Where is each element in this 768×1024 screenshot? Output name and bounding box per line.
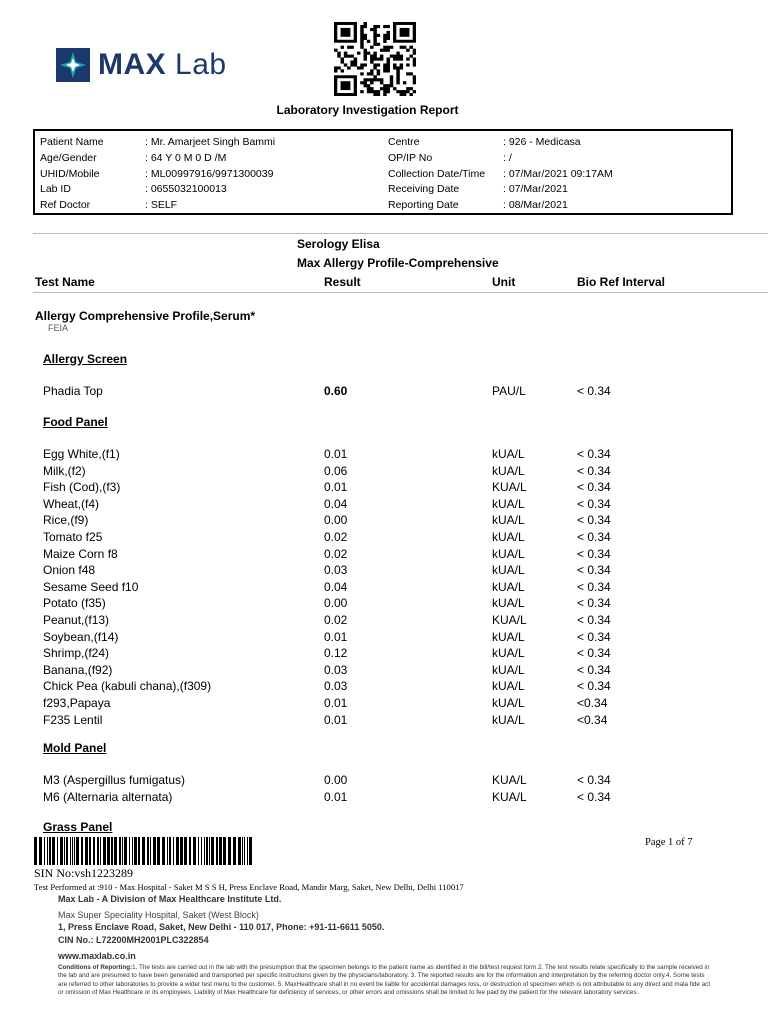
patient-name-label: Patient Name [40,136,104,148]
test-ref: < 0.34 [577,546,611,561]
footer-organization [58,893,384,963]
panel-heading-grass: Grass Panel [43,820,113,834]
test-result: 0.02 [324,530,348,544]
test-name: F235 Lentil [43,712,103,727]
test-unit: PAU/L [492,384,526,398]
test-name: Chick Pea (kabuli chana),(f309) [43,679,212,694]
test-ref: < 0.34 [577,579,611,594]
test-name: f293,Papaya [43,696,111,710]
test-ref: < 0.34 [577,563,611,578]
age-gender-value: : 64 Y 0 M 0 D /M [145,152,227,164]
test-name: Egg White,(f1) [43,447,120,461]
test-unit: KUA/L [492,613,527,627]
test-unit: kUA/L [492,546,525,561]
test-ref: < 0.34 [577,596,611,611]
centre-value: : 926 - Medicasa [503,136,581,148]
test-result: 0.06 [324,463,348,478]
panel-heading-mold: Mold Panel [43,741,107,755]
test-ref: <0.34 [577,712,608,727]
test-ref: < 0.34 [577,790,611,804]
receiving-date-value: : 07/Mar/2021 [503,183,568,195]
test-name: M6 (Alternaria alternata) [43,790,173,804]
ref-doctor-value: : SELF [145,199,178,211]
collection-date-label: Collection Date/Time [388,168,486,180]
test-unit: kUA/L [492,696,525,710]
test-unit: kUA/L [492,629,525,644]
conditions-text: 1. The tests are carried out in the lab with the presumption that the specimen belongs to the patient name as identified in the bill/test request form.2. The test results relate specifically to the sample received in the lab and are presumed to have been generated and transported per specific instructions given by the physicians/laboratory. 3. The reported results are for the information and interpretation by the referring doctor only.4. Some tests are referred to other laboratories to provide a wider test menu to the customer. 5. MaxHealthcare shall in no event be liable for accidental damages loss, or destruction of specimen which is not attributable to any direct and mala fide act or omission of Max Healthcare or its employees. Liability of Max Healthcare for deficiency of services, or other errors and omissions shall be limited to fee paid by the patient for the relevant laboratory services. [58,964,711,997]
test-name: Shrimp,(f24) [43,646,110,661]
lab-id-value: : 0655032100013 [145,183,227,195]
test-result: 0.01 [324,790,348,804]
test-ref: <0.34 [577,696,608,710]
org-address: 1, Press Enclave Road, Saket, New Delhi - 110 017, Phone: +91-11-6611 5050. [58,922,385,932]
column-header-result: Result [324,275,361,289]
test-unit: kUA/L [492,447,525,461]
reporting-date-label: Reporting Date [388,199,459,211]
test-ref: < 0.34 [577,646,611,661]
test-unit: KUA/L [492,790,527,804]
test-name: Onion f48 [43,563,96,578]
test-unit: kUA/L [492,496,525,511]
panel-heading-food: Food Panel [43,415,108,429]
test-name: M3 (Aspergillus fumigatus) [43,773,186,787]
test-ref: < 0.34 [577,773,611,787]
department-heading: Serology Elisa [297,237,380,251]
column-header-test-name: Test Name [35,275,95,289]
reporting-date-value: : 08/Mar/2021 [503,199,568,211]
test-ref: < 0.34 [577,530,611,544]
test-unit: kUA/L [492,646,525,661]
test-result: 0.01 [324,480,348,495]
sin-number: SIN No:vsh1223289 [34,866,134,880]
test-result: 0.12 [324,646,348,661]
org-website: www.maxlab.co.in [58,951,136,961]
test-unit: kUA/L [492,712,525,727]
org-name: Max Lab - A Division of Max Healthcare Institute Ltd. [58,894,282,904]
test-result: 0.03 [324,679,348,694]
ref-doctor-label: Ref Doctor [40,199,91,211]
test-result: 0.01 [324,696,348,710]
test-unit: KUA/L [492,480,527,495]
test-ref: < 0.34 [577,496,611,511]
page-number: Page 1 of 7 [645,837,693,848]
test-ref: < 0.34 [577,629,611,644]
test-result: 0.01 [324,629,348,644]
uhid-mobile-value: : ML00997916/9971300039 [145,168,274,180]
test-ref: < 0.34 [577,679,611,694]
test-result: 0.04 [324,496,348,511]
centre-label: Centre [388,136,420,148]
uhid-mobile-label: UHID/Mobile [40,168,100,180]
receiving-date-label: Receiving Date [388,183,460,195]
test-unit: KUA/L [492,773,527,787]
test-unit: kUA/L [492,513,525,528]
op-ip-label: OP/IP No [388,152,433,164]
conditions-of-reporting [58,964,714,998]
test-group-name: Allergy Comprehensive Profile,Serum* [35,309,256,323]
test-method: FEIA [48,323,69,333]
test-ref: < 0.34 [577,613,611,627]
test-name: Maize Corn f8 [43,546,118,561]
max-star-logo-icon [56,48,90,82]
test-name: Potato (f35) [43,596,106,611]
collection-date-value: : 07/Mar/2021 09:17AM [503,168,613,180]
test-name: Banana,(f92) [43,662,113,677]
test-unit: kUA/L [492,679,525,694]
lab-id-label: Lab ID [40,183,71,195]
test-name: Fish (Cod),(f3) [43,480,121,495]
test-name: Sesame Seed f10 [43,579,139,594]
report-title: Laboratory Investigation Report [276,103,459,117]
test-unit: kUA/L [492,662,525,677]
test-ref: < 0.34 [577,463,611,478]
test-name: Soybean,(f14) [43,629,119,644]
column-header-unit: Unit [492,275,516,289]
conditions-label: Conditions of Reporting: [58,964,133,971]
test-name: Phadia Top [43,384,103,398]
test-result: 0.01 [324,447,348,461]
test-result: 0.04 [324,579,348,594]
op-ip-value: : / [503,152,512,164]
test-name: Milk,(f2) [43,463,86,478]
test-name: Tomato f25 [43,530,103,544]
test-name: Rice,(f9) [43,513,89,528]
test-result: 0.01 [324,712,348,727]
test-unit: kUA/L [492,579,525,594]
test-result: 0.03 [324,662,348,677]
org-cin: CIN No.: L72200MH2001PLC322854 [58,934,209,945]
test-unit: kUA/L [492,530,525,544]
age-gender-label: Age/Gender [40,152,97,164]
results-table-header [33,233,768,293]
test-performed-at: Test Performed at :910 - Max Hospital - Saket M S S H, Press Enclave Road, Mandir Marg, Saket, New Delhi, Delhi 110017 [34,882,464,892]
test-name: Peanut,(f13) [43,613,110,627]
qr-code [334,22,416,96]
test-ref: < 0.34 [577,480,611,495]
test-name: Wheat,(f4) [43,496,100,511]
max-lab-logo [56,48,227,82]
test-ref: < 0.34 [577,447,611,461]
test-result: 0.00 [324,513,348,528]
test-unit: kUA/L [492,463,525,478]
test-result: 0.03 [324,563,348,578]
org-block: Max Super Speciality Hospital, Saket (West Block) [58,909,259,920]
test-result: 0.00 [324,596,348,611]
profile-heading: Max Allergy Profile-Comprehensive [297,256,499,270]
test-unit: kUA/L [492,596,525,611]
test-result: 0.60 [324,384,348,398]
column-header-bio-ref: Bio Ref Interval [577,275,666,289]
patient-name-value: : Mr. Amarjeet Singh Bammi [145,136,276,148]
sample-barcode [34,837,256,865]
test-result: 0.00 [324,773,348,787]
test-ref: < 0.34 [577,513,611,528]
patient-info-box [33,129,733,215]
test-result: 0.02 [324,613,348,627]
brand-wordmark: MAX Lab [98,48,227,81]
panel-heading-allergy-screen: Allergy Screen [43,352,128,366]
test-ref: < 0.34 [577,384,611,398]
test-ref: < 0.34 [577,662,611,677]
test-result: 0.02 [324,546,348,561]
test-unit: kUA/L [492,563,525,578]
